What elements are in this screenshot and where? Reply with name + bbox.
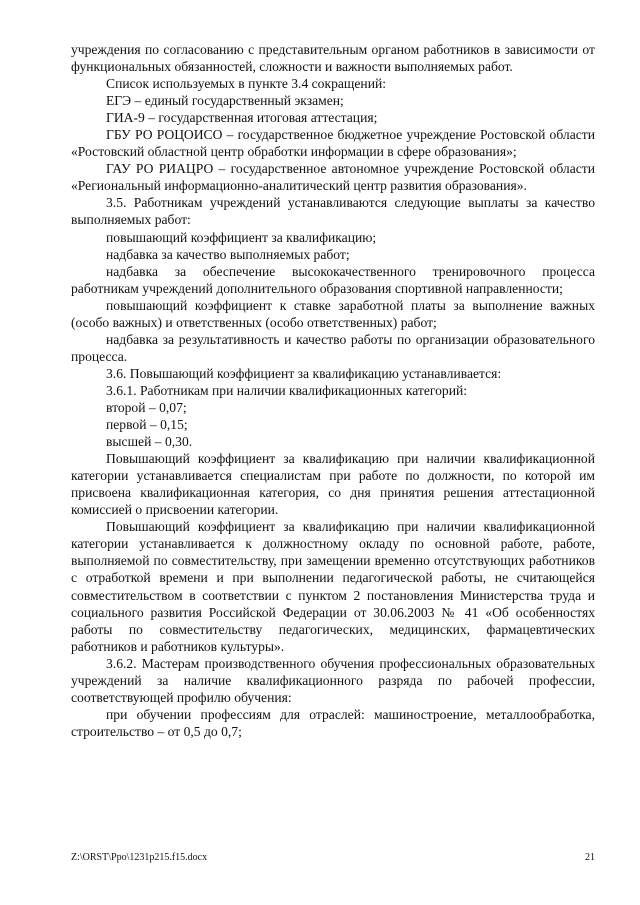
document-body [71, 41, 595, 740]
paragraph: Список используемых в пункте 3.4 сокращений: [106, 76, 387, 92]
paragraph: надбавка за качество выполняемых работ; [106, 246, 350, 262]
paragraph: 3.6. Повышающий коэффициент за квалификацию устанавливается: [106, 365, 502, 381]
paragraph: Повышающий коэффициент за квалификацию при наличии квалификационной категории устанавливается к должностному окладу по основной работе, работе, выполняемой по совместительству, при замещении временно отсутствующих работников с отработкой времени и при выполнении педагогической работы, не считающейся совместительством в соответствии с пунктом 2 постановления Министерства труда и социального развития Российской Федерации от 30.06.2003 № 41 «Об особенностях работы по совместительству педагогических, медицинских, фармацевтических работников и работников культуры». [71, 519, 595, 654]
paragraph: надбавка за результативность и качество работы по организации образовательного процесса. [71, 331, 595, 364]
page-number: 21 [585, 852, 595, 863]
paragraph: повышающий коэффициент к ставке заработной платы за выполнение важных (особо важных) и ответственных (особо ответственных) работ; [71, 297, 595, 330]
paragraph: 3.6.1. Работникам при наличии квалификационных категорий: [106, 382, 468, 398]
paragraph: Повышающий коэффициент за квалификацию при наличии квалификационной категории устанавливается специалистам при работе по должности, по которой им присвоена квалификационная категория, со дня принятия решения аттестационной комиссией о присвоении категории. [71, 451, 595, 518]
paragraph: второй – 0,07; [106, 399, 187, 415]
paragraph: 3.5. Работникам учреждений устанавливаются следующие выплаты за качество выполняемых работ: [71, 195, 595, 228]
paragraph: надбавка за обеспечение высококачественного тренировочного процесса работникам учреждений дополнительного образования спортивной направленности; [71, 263, 595, 296]
paragraph: ГАУ РО РИАЦРО – государственное автономное учреждение Ростовской области «Региональный информационно-аналитический центр развития образования». [71, 161, 595, 194]
paragraph: 3.6.2. Мастерам производственного обучения профессиональных образовательных учреждений за наличие квалификационного разряда по рабочей профессии, соответствующей профилю обучения: [71, 655, 595, 705]
footer-file-path: Z:\ORST\Ppo\1231p215.f15.docx [71, 852, 208, 863]
paragraph: ЕГЭ – единый государственный экзамен; [106, 93, 344, 109]
paragraph: ГБУ РО РОЦОИСО – государственное бюджетное учреждение Ростовской области «Ростовский областной центр обработки информации в сфере образования»; [71, 127, 595, 160]
paragraph: при обучении профессиям для отраслей: машиностроение, металлообработка, строительство – от 0,5 до 0,7; [71, 706, 595, 739]
paragraph: высшей – 0,30. [106, 434, 193, 450]
paragraph: ГИА-9 – государственная итоговая аттестация; [106, 110, 378, 126]
paragraph: повышающий коэффициент за квалификацию; [106, 229, 377, 245]
paragraph: учреждения по согласованию с представительным органом работников в зависимости от функциональных обязанностей, сложности и важности выполняемых работ. [71, 42, 595, 75]
paragraph: первой – 0,15; [106, 417, 188, 433]
